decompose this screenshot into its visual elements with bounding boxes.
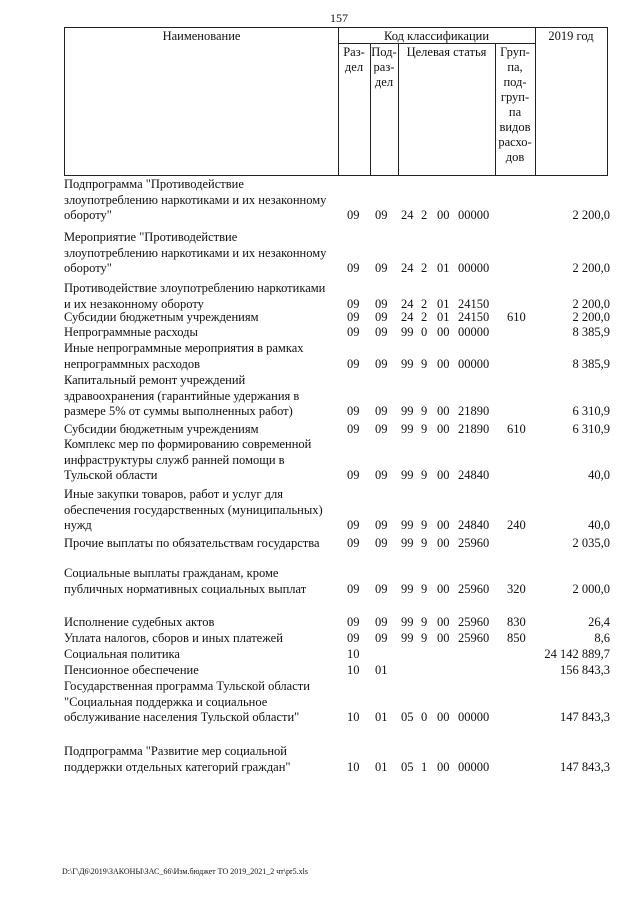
row-amount: 156 843,3 (560, 663, 610, 677)
row-name: Мероприятие "Противодействие злоупотреблению наркотиками и их незаконному обороту" (64, 230, 327, 275)
code-c4: 24840 (458, 518, 490, 532)
code-pr: 09 (375, 404, 388, 418)
code-pr: 09 (375, 356, 388, 371)
row-name: Социальная политика (64, 647, 180, 661)
code-pr: 09 (375, 581, 388, 596)
row-name: Социальные выплаты гражданам, кроме публичных нормативных социальных выплат (64, 566, 307, 596)
code-rz: 09 (347, 536, 360, 550)
header-razdel: Раз- дел (343, 45, 365, 74)
code-c2: 9 (421, 422, 428, 436)
code-c4: 25960 (458, 615, 490, 629)
code-c1: 05 (401, 710, 414, 724)
row-amount: 2 200,0 (572, 296, 610, 311)
code-c3: 00 (437, 536, 450, 550)
code-c4: 25960 (458, 581, 490, 596)
row-amount: 8 385,9 (572, 325, 610, 339)
code-c3: 01 (437, 261, 450, 275)
code-rz: 10 (347, 663, 360, 677)
code-vr: 830 (507, 615, 526, 629)
code-c4: 00000 (458, 208, 490, 222)
code-c2: 0 (421, 710, 428, 724)
row-name: Прочие выплаты по обязательствам государства (64, 536, 320, 550)
row-name: Субсидии бюджетным учреждениям (64, 422, 259, 436)
code-c1: 99 (401, 404, 414, 418)
row-name: Капитальный ремонт учреждений здравоохранения (гарантийные удержания в размере 5% от суммы выполненных работ) (64, 373, 300, 418)
header-name: Наименование (162, 29, 241, 43)
code-c3: 00 (437, 468, 450, 482)
code-rz: 09 (347, 422, 360, 436)
code-c1: 99 (401, 356, 414, 371)
code-rz: 09 (347, 310, 360, 324)
code-c4: 00000 (458, 759, 490, 774)
code-c1: 24 (401, 296, 414, 311)
code-pr: 09 (375, 536, 388, 550)
code-c4: 21890 (458, 404, 490, 418)
code-pr: 09 (375, 422, 388, 436)
code-c4: 00000 (458, 325, 490, 339)
code-pr: 09 (375, 325, 388, 339)
code-c3: 00 (437, 581, 450, 596)
code-c2: 0 (421, 325, 428, 339)
code-c4: 24150 (458, 310, 490, 324)
code-rz: 09 (347, 518, 360, 532)
code-c4: 24840 (458, 468, 490, 482)
code-c2: 9 (421, 468, 428, 482)
code-c3: 00 (437, 615, 450, 629)
code-c2: 9 (421, 356, 428, 371)
row-amount: 6 310,9 (572, 404, 610, 418)
code-pr: 09 (375, 631, 388, 645)
code-c2: 9 (421, 615, 428, 629)
code-rz: 09 (347, 356, 360, 371)
code-pr: 09 (375, 310, 388, 324)
row-amount: 2 200,0 (572, 208, 610, 222)
code-c2: 9 (421, 404, 428, 418)
row-amount: 2 035,0 (572, 536, 610, 550)
code-c2: 2 (421, 261, 428, 275)
code-c3: 00 (437, 356, 450, 371)
code-c2: 9 (421, 581, 428, 596)
code-c3: 00 (437, 759, 450, 774)
code-rz: 09 (347, 404, 360, 418)
code-c1: 99 (401, 325, 414, 339)
row-amount: 2 200,0 (572, 310, 610, 324)
code-c4: 21890 (458, 422, 490, 436)
table-header (64, 27, 608, 176)
code-c1: 99 (401, 468, 414, 482)
code-c4: 00000 (458, 710, 490, 724)
header-year: 2019 год (548, 29, 594, 43)
row-amount: 8,6 (594, 631, 610, 645)
code-c1: 24 (401, 208, 414, 222)
code-c4: 24150 (458, 296, 490, 311)
code-c1: 24 (401, 261, 414, 275)
code-rz: 09 (347, 208, 360, 222)
code-pr: 01 (375, 663, 388, 677)
row-amount: 40,0 (588, 468, 610, 482)
file-path-footer: D:\Г\Д6\2019\ЗАКОНЫ\ЗАС_66\Изм.бюджет ТО 2019_2021_2 чт\pr5.xls (62, 867, 308, 876)
code-vr: 850 (507, 631, 526, 645)
code-rz: 10 (347, 759, 360, 774)
row-name: Подпрограмма "Противодействие злоупотреблению наркотиками и их незаконному обороту" (64, 177, 327, 222)
code-c1: 05 (401, 759, 414, 774)
code-pr: 09 (375, 296, 388, 311)
code-c3: 00 (437, 518, 450, 532)
row-name: Исполнение судебных актов (64, 615, 215, 629)
code-c1: 99 (401, 581, 414, 596)
code-c2: 2 (421, 208, 428, 222)
code-pr: 09 (375, 208, 388, 222)
code-c3: 00 (437, 631, 450, 645)
code-c4: 00000 (458, 356, 490, 371)
code-c3: 01 (437, 296, 450, 311)
code-rz: 09 (347, 468, 360, 482)
code-rz: 09 (347, 615, 360, 629)
code-c1: 99 (401, 631, 414, 645)
code-c4: 00000 (458, 261, 490, 275)
row-amount: 40,0 (588, 518, 610, 532)
code-c3: 00 (437, 208, 450, 222)
page-number: 157 (330, 11, 348, 25)
header-code-group: Код классификации (383, 29, 490, 43)
code-vr: 320 (507, 581, 526, 596)
code-c1: 99 (401, 518, 414, 532)
row-amount: 147 843,3 (560, 710, 610, 724)
code-c4: 25960 (458, 631, 490, 645)
code-c2: 9 (421, 518, 428, 532)
code-pr: 01 (375, 759, 388, 774)
code-rz: 09 (347, 325, 360, 339)
row-amount: 8 385,9 (572, 356, 610, 371)
code-vr: 240 (507, 518, 526, 532)
code-rz: 09 (347, 296, 360, 311)
row-amount: 2 200,0 (572, 261, 610, 275)
code-c3: 01 (437, 310, 450, 324)
row-amount: 26,4 (588, 615, 610, 629)
code-pr: 01 (375, 710, 388, 724)
code-c2: 2 (421, 296, 428, 311)
code-pr: 09 (375, 261, 388, 275)
code-c3: 00 (437, 404, 450, 418)
code-c1: 99 (401, 536, 414, 550)
code-rz: 09 (347, 581, 360, 596)
code-c2: 2 (421, 310, 428, 324)
code-c3: 00 (437, 710, 450, 724)
header-group: Груп- па, под- груп- па видов расхо- дов (498, 45, 532, 164)
code-c2: 9 (421, 631, 428, 645)
code-c2: 9 (421, 536, 428, 550)
row-name: Иные закупки товаров, работ и услуг для обеспечения государственных (муниципальных) нужд (64, 487, 323, 532)
code-pr: 09 (375, 615, 388, 629)
code-c2: 1 (421, 759, 428, 774)
header-target: Целевая статья (406, 45, 487, 59)
code-pr: 09 (375, 518, 388, 532)
row-name: Противодействие злоупотреблению наркотиками и их незаконному обороту (64, 281, 326, 311)
code-pr: 09 (375, 468, 388, 482)
code-c1: 99 (401, 422, 414, 436)
code-rz: 10 (347, 647, 360, 661)
row-amount: 6 310,9 (572, 422, 610, 436)
code-c1: 24 (401, 310, 414, 324)
code-rz: 09 (347, 261, 360, 275)
row-amount: 147 843,3 (560, 759, 610, 774)
row-name: Субсидии бюджетным учреждениям (64, 310, 259, 324)
row-name: Подпрограмма "Развитие мер социальной поддержки отдельных категорий граждан" (64, 744, 291, 774)
code-vr: 610 (507, 422, 526, 436)
row-name: Иные непрограммные мероприятия в рамках непрограммных расходов (64, 341, 304, 371)
row-amount: 24 142 889,7 (544, 647, 610, 661)
row-name: Уплата налогов, сборов и иных платежей (64, 631, 283, 645)
row-amount: 2 000,0 (572, 581, 610, 596)
code-rz: 10 (347, 710, 360, 724)
header-podrazdel: Под- раз- дел (371, 45, 397, 89)
code-c1: 99 (401, 615, 414, 629)
row-name: Государственная программа Тульской области "Социальная поддержка и социальное обслуживание населения Тульской области" (64, 679, 310, 724)
code-c3: 00 (437, 422, 450, 436)
row-name: Пенсионное обеспечение (64, 663, 199, 677)
code-vr: 610 (507, 310, 526, 324)
code-c3: 00 (437, 325, 450, 339)
row-name: Комплекс мер по формированию современной инфраструктуры служб ранней помощи в Тульской области (64, 437, 312, 482)
code-c4: 25960 (458, 536, 490, 550)
row-name: Непрограммные расходы (64, 325, 198, 339)
code-rz: 09 (347, 631, 360, 645)
